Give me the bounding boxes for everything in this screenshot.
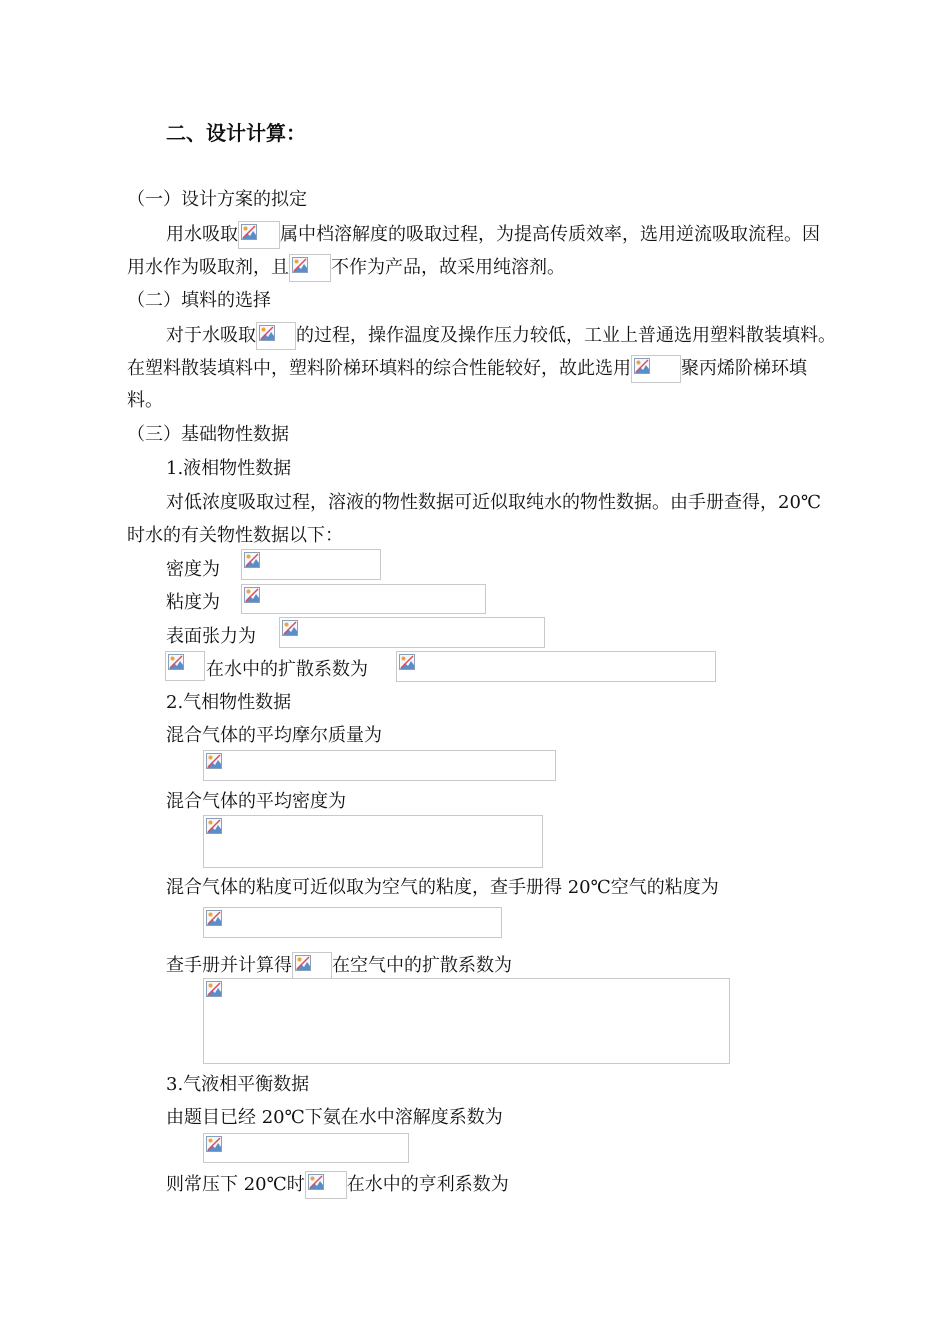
paragraph-line [166,322,836,350]
paragraph-line [127,355,807,383]
broken-image-icon [305,1171,347,1199]
text: 聚丙烯阶梯环填 [681,358,807,379]
text: 用水吸取 [166,224,238,245]
paragraph-line [127,254,565,282]
viscosity-label: 粘度为 [166,592,220,613]
text: 查手册并计算得 [166,955,292,976]
text: 用水作为吸取剂，且 [127,257,289,278]
broken-image-icon [256,322,296,350]
formula-image [203,815,543,868]
broken-image-icon [631,355,681,383]
paragraph-line: 时水的有关物性数据以下： [127,525,343,546]
text: 在空气中的扩散系数为 [332,955,512,976]
formula-image [241,584,486,614]
text: 对于水吸取 [166,325,256,346]
formula-image [396,651,716,682]
text: 属中档溶解度的吸取过程，为提高传质效率，选用逆流吸取流程。因 [280,224,820,245]
subsection-title: 1.液相物性数据 [166,458,292,479]
paragraph-line [166,221,820,249]
section-1-title: （一）设计方案的拟定 [127,189,307,210]
formula-image [203,978,730,1064]
text: 则常压下 20℃时 [166,1174,305,1195]
broken-image-icon [238,221,280,249]
formula-image [165,651,205,681]
paragraph-line [166,1171,509,1199]
gas-molar-label: 混合气体的平均摩尔质量为 [166,725,382,746]
gas-density-label: 混合气体的平均密度为 [166,791,346,812]
formula-image [279,617,545,648]
text: 在塑料散装填料中，塑料阶梯环填料的综合性能较好，故此选用 [127,358,631,379]
broken-image-icon [289,254,331,282]
density-label: 密度为 [166,559,220,580]
broken-image-icon [292,952,332,980]
subsection-title: 3.气液相平衡数据 [166,1074,310,1095]
solubility-label: 由题目已经 20℃下氨在水中溶解度系数为 [166,1107,503,1128]
section-3-title: （三）基础物性数据 [127,424,289,445]
paragraph-line: 料。 [127,390,163,411]
formula-image [241,549,381,580]
section-2-title: （二）填料的选择 [127,290,271,311]
formula-image [203,1133,409,1163]
formula-image [203,907,502,938]
formula-image [203,750,556,781]
text: 的过程，操作温度及操作压力较低，工业上普通选用塑料散装填料。 [296,325,836,346]
gas-viscosity-label: 混合气体的粘度可近似取为空气的粘度，查手册得 20℃空气的粘度为 [166,877,719,898]
text: 在水中的亨利系数为 [346,1174,509,1195]
paragraph-line [166,952,512,980]
section-heading: 二、设计计算： [166,121,306,145]
surface-tension-label: 表面张力为 [166,626,256,647]
subsection-title: 2.气相物性数据 [166,692,292,713]
text: 不作为产品，故采用纯溶剂。 [331,257,565,278]
paragraph-line: 对低浓度吸取过程，溶液的物性数据可近似取纯水的物性数据。由手册查得，20℃ [166,492,822,513]
diffusion-water-label: 在水中的扩散系数为 [206,659,368,680]
